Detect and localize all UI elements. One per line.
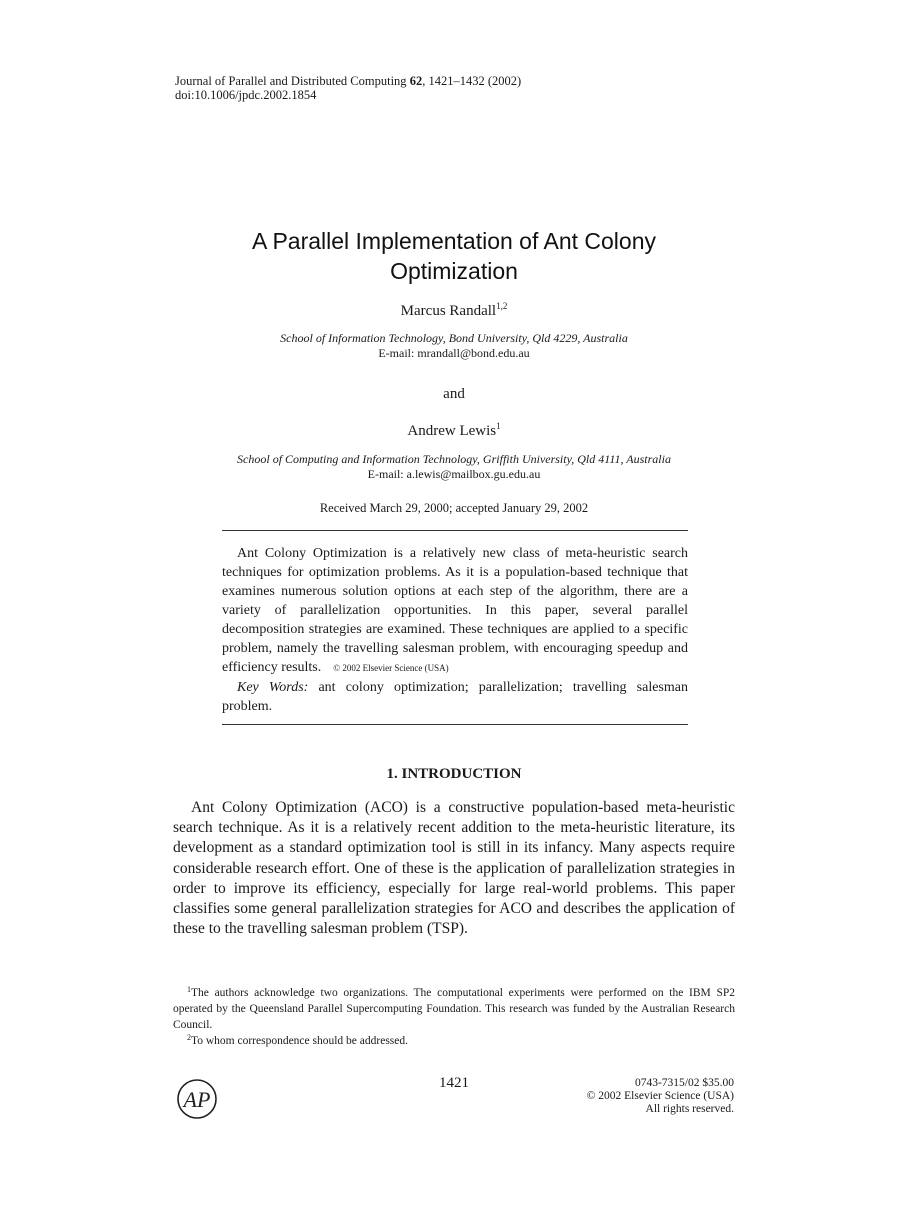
author-2 <box>0 423 908 440</box>
keywords-label: Key Words: <box>237 680 309 695</box>
author-1-email: E-mail: mrandall@bond.edu.au <box>378 346 530 360</box>
intro-paragraph: Ant Colony Optimization (ACO) is a constructive population-based meta-heuristic search technique. As it is a relatively recent addition to the meta-heuristic literature, its development as a standard optimization tool is still in its infancy. Many aspects require considerable research effort. One of these is the application of parallelization strategies in order to improve its efficiency, especially for large real-world problems. This paper classifies some general parallelization strategies for ACO and describes the application of these to the travelling salesman problem (TSP). <box>173 799 735 938</box>
journal-citation <box>175 74 521 102</box>
rights-price: 0743-7315/02 $35.00 <box>634 1077 734 1089</box>
journal-pages: , 1421–1432 (2002) <box>422 74 522 88</box>
footnote-2-mark: 2 <box>187 1033 191 1042</box>
author-1-name: Marcus Randall <box>400 303 497 319</box>
rights-reserved: All rights reserved. <box>645 1103 734 1115</box>
abstract-copyright: © 2002 Elsevier Science (USA) <box>333 663 449 673</box>
author-2-email: E-mail: a.lewis@mailbox.gu.edu.au <box>367 467 541 481</box>
author-1-affiliation: School of Information Technology, Bond University, Qld 4229, Australia <box>280 331 628 345</box>
keywords: ant colony optimization; parallelization; travelling salesman problem. <box>222 680 688 714</box>
intro-body <box>173 798 735 939</box>
page-number: 1421 <box>439 1075 469 1091</box>
and-separator: and <box>443 386 465 402</box>
rights-notice <box>587 1077 734 1116</box>
footnote-2 <box>173 1033 735 1049</box>
abstract <box>222 544 688 716</box>
journal-name: Journal of Parallel and Distributed Computing <box>175 74 407 88</box>
footnotes <box>173 985 735 1049</box>
paper-title-line2: Optimization <box>390 258 518 284</box>
received-dates: Received March 29, 2000; accepted January 29, 2002 <box>319 501 589 515</box>
rights-copyright: © 2002 Elsevier Science (USA) <box>586 1090 734 1102</box>
abstract-text: Ant Colony Optimization is a relatively new class of meta-heuristic search techniques for optimization problems. As it is a population-based technique that examines numerous solution options at each step of the algorithm, there are a variety of parallelization opportunities. In this paper, several parallel decomposition strategies are examined. These techniques are applied to a specific problem, namely the travelling salesman problem, with encouraging speedup and efficiency results. <box>222 546 688 675</box>
abstract-top-rule <box>222 530 688 531</box>
paper-title <box>150 226 758 286</box>
footnote-1 <box>173 985 735 1033</box>
author-1 <box>0 303 908 320</box>
section-heading: 1. INTRODUCTION <box>386 766 522 782</box>
abstract-bottom-rule <box>222 724 688 725</box>
author-2-sup: 1 <box>496 421 501 431</box>
author-2-name: Andrew Lewis <box>407 423 497 439</box>
journal-doi: doi:10.1006/jpdc.2002.1854 <box>175 88 317 102</box>
footnote-1-text: The authors acknowledge two organizations. The computational experiments were performed on the IBM SP2 operated by the Queensland Parallel Supercomputing Foundation. This research was funded by the Australian Research Council. <box>173 987 735 1031</box>
author-1-sup: 1,2 <box>496 301 508 311</box>
footnote-2-text: To whom correspondence should be addressed. <box>191 1035 408 1047</box>
footnote-1-mark: 1 <box>187 985 191 994</box>
author-2-affiliation: School of Computing and Information Technology, Griffith University, Qld 4111, Australia <box>237 452 671 466</box>
paper-title-line1: A Parallel Implementation of Ant Colony <box>251 228 656 254</box>
logo-text: AP <box>183 1087 211 1112</box>
journal-volume: 62 <box>409 74 423 88</box>
